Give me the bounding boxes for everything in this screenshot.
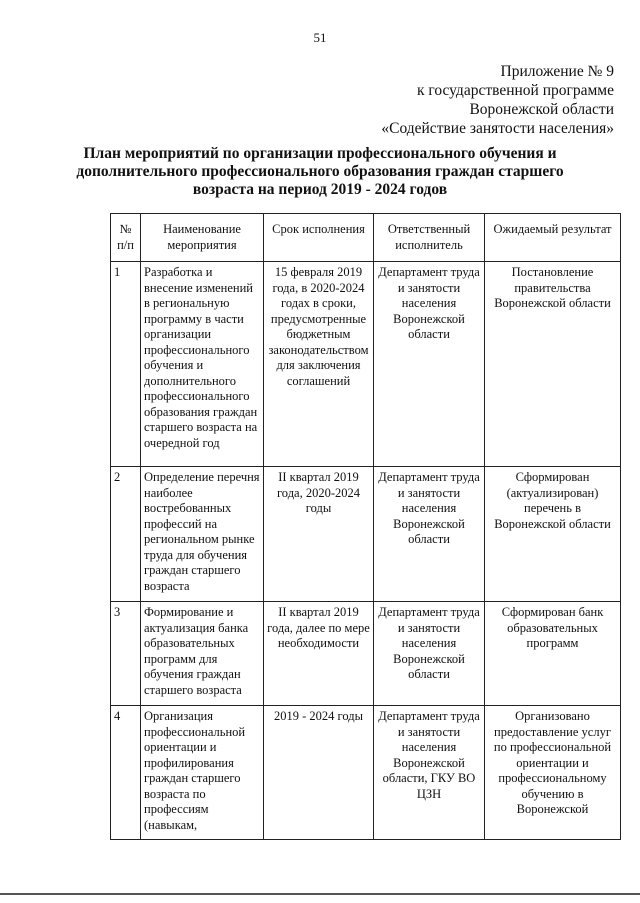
document-title (60, 145, 580, 199)
title-line: План мероприятий по организации профессионального обучения и (83, 145, 557, 162)
table-row (111, 262, 621, 467)
appendix-block (381, 62, 614, 138)
header-result: Ожидаемый результат (485, 214, 621, 262)
appendix-line: к государственной программе (416, 82, 614, 99)
cell-num: 2 (111, 467, 141, 602)
table-header-row (111, 214, 621, 262)
cell-term: 15 февраля 2019 года, в 2020-2024 годах в сроки, предусмотренные бюджетным законодательством для заключения соглашений (264, 262, 374, 467)
appendix-line: «Содействие занятости населения» (381, 120, 614, 137)
cell-num: 1 (111, 262, 141, 467)
cell-name: Формирование и актуализация банка образовательных программ для обучения граждан старшего возраста (141, 602, 264, 706)
appendix-line: Приложение № 9 (500, 63, 614, 80)
appendix-line: Воронежской области (469, 101, 614, 118)
title-line: дополнительного профессионального образования граждан старшего (76, 163, 564, 180)
header-num: № п/п (111, 214, 141, 262)
cell-responsible: Департамент труда и занятости населения Воронежской области (374, 467, 485, 602)
cell-num: 3 (111, 602, 141, 706)
table-row (111, 706, 621, 840)
cell-name: Определение перечня наиболее востребованных профессий на региональном рынке труда для обучения граждан старшего возраста (141, 467, 264, 602)
cell-name: Разработка и внесение изменений в региональную программу в части организации профессионального обучения и дополнительного профессионального образования граждан старшего возраста на очередной год (141, 262, 264, 467)
header-responsible: Ответственный исполнитель (374, 214, 485, 262)
cell-responsible: Департамент труда и занятости населения Воронежской области, ГКУ ВО ЦЗН (374, 706, 485, 840)
cell-result: Организовано предоставление услуг по профессиональной ориентации и профессиональному обучению в Воронежской (485, 706, 621, 840)
page-bottom-border (0, 893, 640, 895)
cell-result: Постановление правительства Воронежской области (485, 262, 621, 467)
cell-term: II квартал 2019 года, 2020-2024 годы (264, 467, 374, 602)
cell-name: Организация профессиональной ориентации и профилирования граждан старшего возраста по профессиям (навыкам, (141, 706, 264, 840)
header-term: Срок исполнения (264, 214, 374, 262)
cell-result: Сформирован (актуализирован) перечень в Воронежской области (485, 467, 621, 602)
table-row (111, 467, 621, 602)
cell-num: 4 (111, 706, 141, 840)
cell-term: 2019 - 2024 годы (264, 706, 374, 840)
cell-term: II квартал 2019 года, далее по мере необходимости (264, 602, 374, 706)
table-row (111, 602, 621, 706)
plan-table (110, 213, 621, 840)
cell-responsible: Департамент труда и занятости населения Воронежской области (374, 602, 485, 706)
header-name: Наименование мероприятия (141, 214, 264, 262)
page-number: 51 (313, 30, 327, 45)
title-line: возраста на период 2019 - 2024 годов (192, 181, 448, 198)
cell-result: Сформирован банк образовательных программ (485, 602, 621, 706)
cell-responsible: Департамент труда и занятости населения Воронежской области (374, 262, 485, 467)
